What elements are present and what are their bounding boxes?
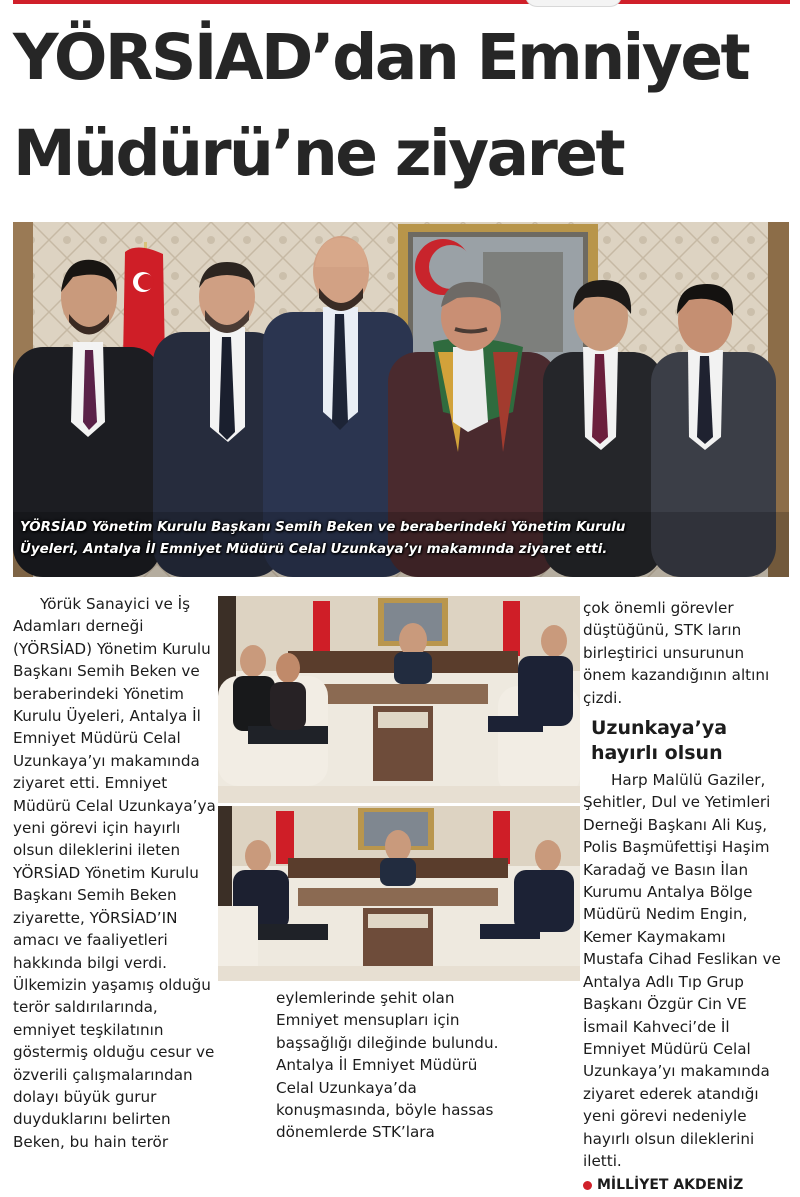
article-column-2 xyxy=(276,987,512,1144)
article-column-3 xyxy=(583,597,790,1197)
headline-line-2: Müdürü’ne ziyaret xyxy=(13,117,624,190)
byline xyxy=(583,1174,790,1196)
meeting-photo-2 xyxy=(218,806,580,981)
bullet-icon xyxy=(583,1181,592,1190)
caption-line-2: Üyeleri, Antalya İl Emniyet Müdürü Celal Uzunkaya’yı makamında ziyaret etti. xyxy=(20,542,608,557)
article-paragraph-3: Harp Malülü Gaziler, Şehitler, Dul ve Yetimleri Derneği Başkanı Ali Kuş, Polis Başmüfettişi Haşim Karadağ ve Basın İlan Kurumu Antalya Bölge Müdürü Nedim Engin, Kemer Kaymakamı Mustafa Cihad Feslikan ve Antalya Adlı Tıp Grup Başkanı Özgür Cin VE İsmail Kahveci’de İl Emniyet Müdürü Celal Uzunkaya’yı makamında ziyaret ederek atandığı yeni görevi nedeniyle hayırlı olsun dileklerini iletti. xyxy=(583,771,781,1170)
article-paragraph-1: Yörük Sanayici ve İş Adamları derneği (YÖRSİAD) Yönetim Kurulu Başkanı Semih Beken ve beraberindeki Yönetim Kurulu Üyeleri, Antalya İl Emniyet Müdürü Celal Uzunkaya’yı makamında ziyaret etti. Emniyet Müdürü Celal Uzunkaya’ya yeni görevi için hayırlı olsun dileklerini ileten YÖRSİAD Yönetim Kurulu Başkanı Semih Beken ziyarette, YÖRSİAD’IN amacı ve faaliyetleri hakkında bilgi verdi. Ülkemizin yaşamış olduğu terör saldırılarında, emniyet teşkilatının göstermiş olduğu cesur ve özverili çalışmalarından dolayı büyük gurur duyduklarını belirten Beken, bu hain terör xyxy=(13,595,216,1151)
article-subhead: Uzunkaya’ya hayırlı olsun xyxy=(591,717,728,765)
article-paragraph-2: eylemlerinde şehit olan Emniyet mensupları için başsağlığı dileğinde bulundu. Antalya İl Emniyet Müdürü Celal Uzunkaya’da konuşmasında, böyle hassas dönemlerde STK’lara xyxy=(276,989,499,1142)
headline xyxy=(13,10,798,202)
top-rule xyxy=(13,0,790,4)
caption-line-1: YÖRSİAD Yönetim Kurulu Başkanı Semih Beken ve beraberindeki Yönetim Kurulu xyxy=(20,520,626,535)
article-column-1 xyxy=(13,593,218,1153)
masthead-ornament xyxy=(525,0,622,7)
photo-caption xyxy=(20,517,760,561)
headline-line-1: YÖRSİAD’dan Emniyet xyxy=(13,21,749,94)
meeting-photo-1 xyxy=(218,596,580,803)
byline-text: MİLLİYET AKDENİZ xyxy=(597,1177,744,1194)
article-continuation: çok önemli görevler düştüğünü, STK ların birleştirici unsurunun önem kazandığının altını çizdi. xyxy=(583,599,770,707)
